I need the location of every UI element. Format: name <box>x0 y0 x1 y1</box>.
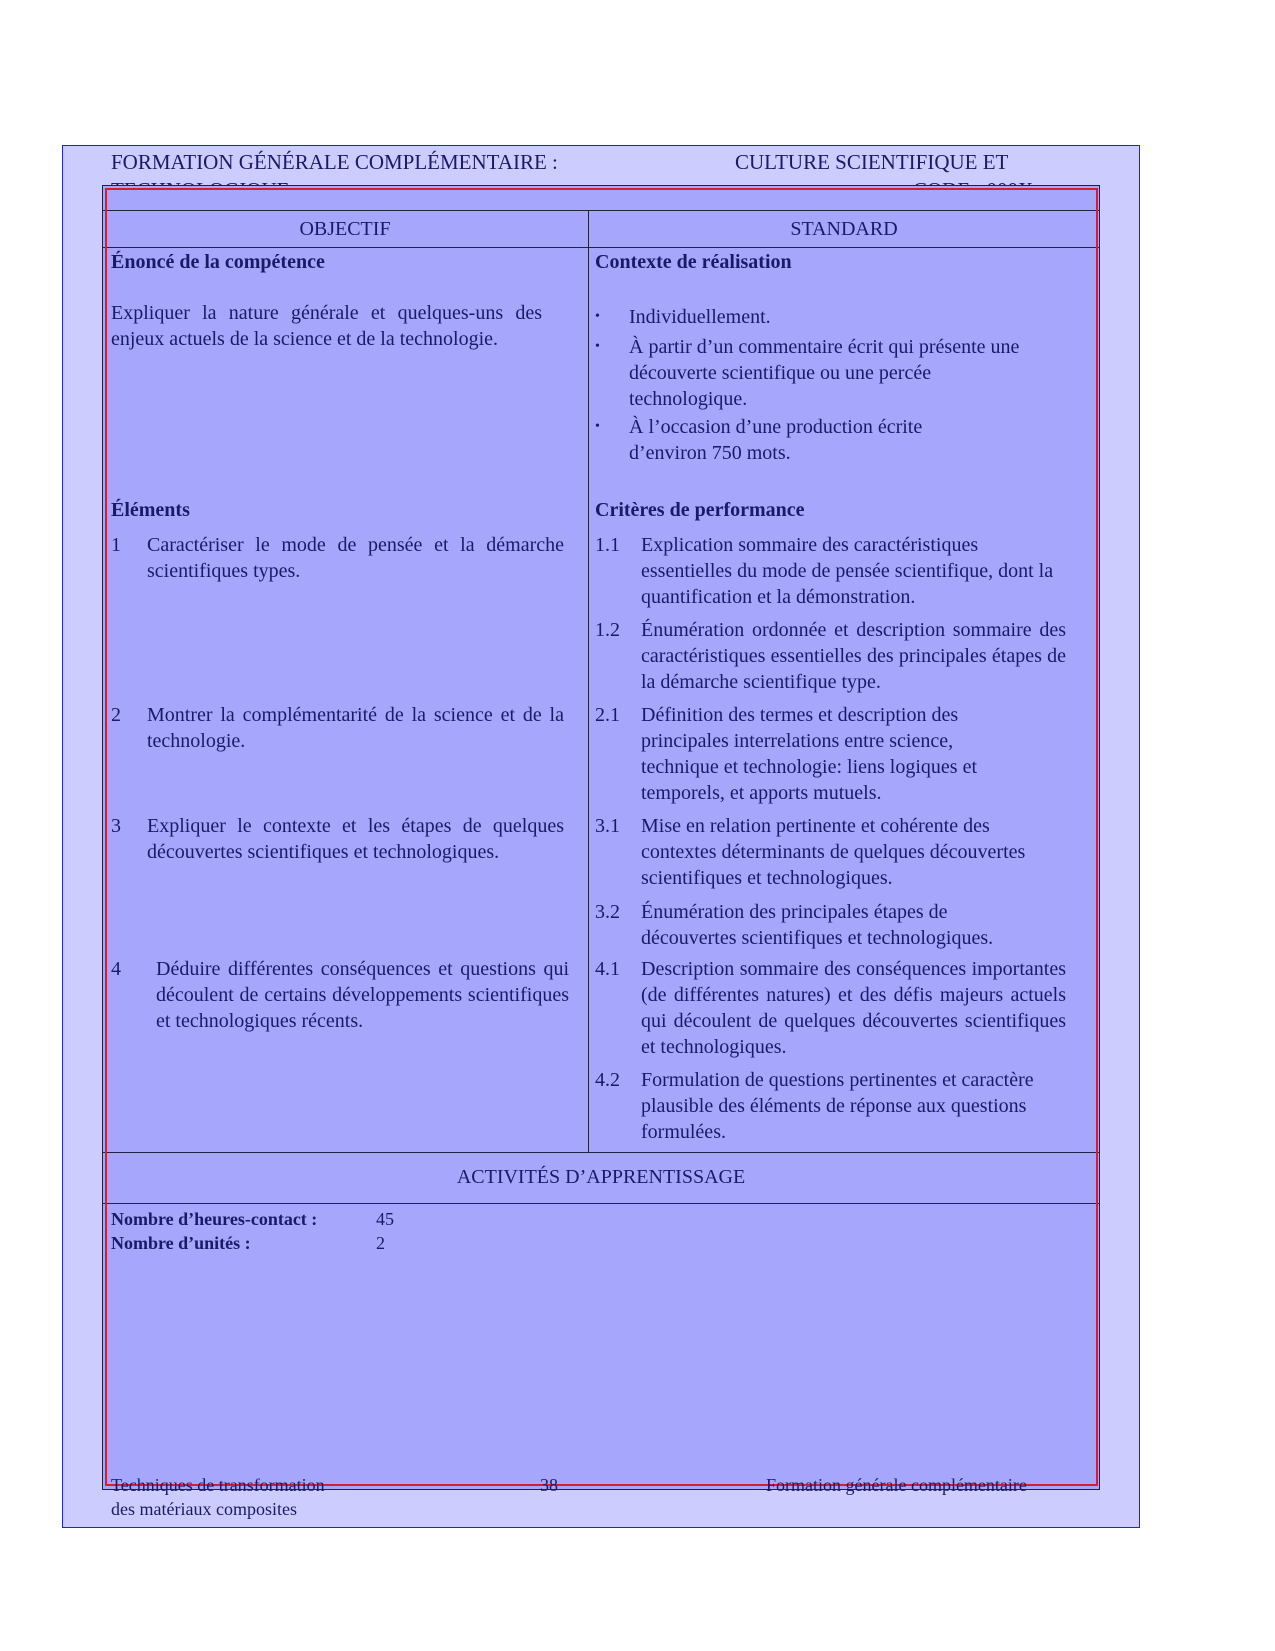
header-title-right: CULTURE SCIENTIFIQUE ET <box>735 150 1009 174</box>
divider-columns <box>588 210 589 1153</box>
critere-number: 4.1 <box>595 958 620 980</box>
criteres-label: Critères de performance <box>595 499 805 521</box>
competence-label: Énoncé de la compétence <box>111 251 325 273</box>
contexte-item: À l’occasion d’une production écrite d’environ 750 mots. <box>629 416 923 464</box>
critere-number: 3.1 <box>595 815 620 837</box>
bullet-icon: • <box>595 339 600 354</box>
critere-text: Mise en relation pertinente et cohérente des contextes déterminants de quelques découvertes scientifiques et technologiques. <box>641 815 1026 889</box>
competence-text: Expliquer la nature générale et quelques-uns des enjeux actuels de la science et de la technologie. <box>111 302 542 350</box>
bullet-icon: • <box>595 419 600 434</box>
divider-top <box>102 210 1100 211</box>
critere-number: 4.2 <box>595 1069 620 1091</box>
unites-value: 2 <box>376 1233 385 1253</box>
critere-number: 2.1 <box>595 704 620 726</box>
critere-text: Description sommaire des conséquences importantes (de différentes natures) et des défis majeurs actuels qui découlent de quelques découvertes scientifiques et technologiques. <box>641 958 1066 1058</box>
critere-number: 3.2 <box>595 901 620 923</box>
critere-text: Définition des termes et description des principales interrelations entre science, technique et technologie: liens logiques et temporels, et apports mutuels. <box>641 704 978 804</box>
critere-text: Énumération des principales étapes de découvertes scientifiques et technologiques. <box>641 901 994 949</box>
element-text: Caractériser le mode de pensée et la démarche scientifiques types. <box>147 534 564 582</box>
heures-label: Nombre d’heures-contact : <box>111 1209 318 1229</box>
element-text: Déduire différentes conséquences et questions qui découlent de certains développements scientifiques et technologiques récents. <box>156 958 569 1032</box>
heures-value: 45 <box>376 1209 394 1229</box>
critere-text: Énumération ordonnée et description sommaire des caractéristiques essentielles des principales étapes de la démarche scientifique type. <box>641 619 1066 693</box>
divider-column-header <box>102 247 1100 248</box>
column-header-standard: STANDARD <box>790 218 898 240</box>
contexte-label: Contexte de réalisation <box>595 251 792 273</box>
footer-page-number: 38 <box>540 1475 558 1495</box>
footer-left-line1: Techniques de transformation <box>111 1475 325 1495</box>
footer-left-line2: des matériaux composites <box>111 1499 297 1519</box>
element-number: 3 <box>111 815 121 837</box>
activites-title: ACTIVITÉS D’APPRENTISSAGE <box>456 1166 746 1188</box>
element-number: 2 <box>111 704 121 726</box>
divider-activities-bottom <box>102 1203 1100 1204</box>
footer-right: Formation générale complémentaire <box>766 1475 1027 1495</box>
critere-number: 1.1 <box>595 534 620 556</box>
elements-label: Éléments <box>111 499 190 521</box>
critere-text: Formulation de questions pertinentes et caractère plausible des éléments de réponse aux questions formulées. <box>641 1069 1034 1143</box>
column-header-objectif: OBJECTIF <box>299 218 391 240</box>
critere-number: 1.2 <box>595 619 620 641</box>
element-number: 4 <box>111 958 121 980</box>
divider-activities-top <box>102 1152 1100 1153</box>
bullet-icon: • <box>595 309 600 324</box>
unites-label: Nombre d’unités : <box>111 1233 251 1253</box>
contexte-item: À partir d’un commentaire écrit qui présente une découverte scientifique ou une percée technologique. <box>629 336 1020 410</box>
element-number: 1 <box>111 534 121 556</box>
header-title-left: FORMATION GÉNÉRALE COMPLÉMENTAIRE : <box>111 150 558 174</box>
element-text: Montrer la complémentarité de la science et de la technologie. <box>147 704 564 752</box>
element-text: Expliquer le contexte et les étapes de quelques découvertes scientifiques et technologiques. <box>147 815 564 863</box>
critere-text: Explication sommaire des caractéristiques essentielles du mode de pensée scientifique, dont la quantification et la démonstration. <box>641 534 1054 608</box>
contexte-item: Individuellement. <box>629 306 771 328</box>
